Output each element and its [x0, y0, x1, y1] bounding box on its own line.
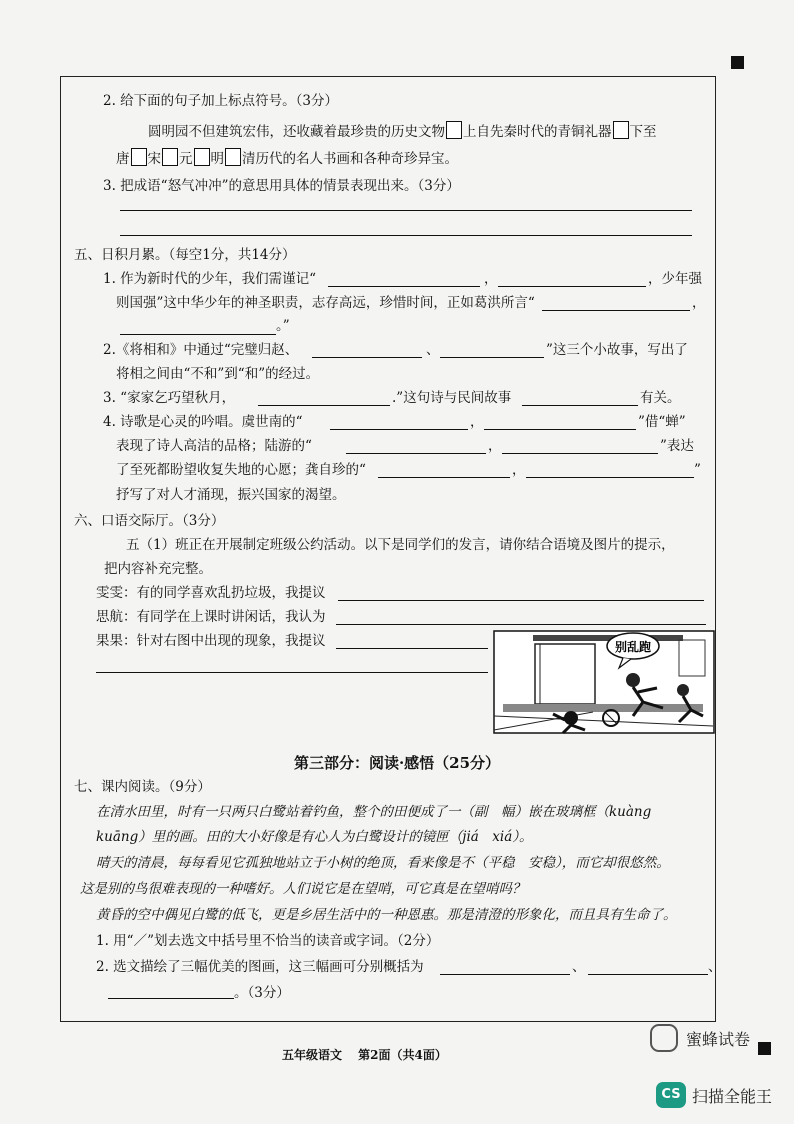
- answer-line[interactable]: [96, 672, 488, 673]
- punct-box[interactable]: [162, 148, 178, 166]
- answer-line[interactable]: [336, 624, 706, 625]
- mifeng-watermark: 蜜蜂试卷: [686, 1030, 751, 1049]
- answer-line[interactable]: [120, 235, 692, 236]
- q2-text-c: 下至: [629, 124, 657, 140]
- running-kids-illustration: [493, 630, 715, 734]
- s5-item4-f: ”表达: [660, 438, 694, 454]
- s7-p2b: 这是别的鸟很难表现的一种嗜好。人们说它是在望哨，可它真是在望哨吗？: [80, 881, 526, 897]
- blank[interactable]: [526, 477, 694, 478]
- camscanner-watermark: 扫描全能王: [692, 1087, 773, 1106]
- s6-speaker-c: 果果：针对右图中出现的现象，我提议: [96, 633, 326, 649]
- s5-item3-a: 3. “家家乞巧望秋月，: [103, 390, 236, 406]
- s6-speaker-b: 思航：有同学在上课时讲闲话，我认为: [96, 609, 326, 625]
- blank[interactable]: [328, 286, 480, 287]
- blank[interactable]: [484, 429, 636, 430]
- s7-p2: 晴天的清晨，每每看见它孤独地站立于小树的绝顶，看来像是不（平稳 安稳），而它却很悠然。: [96, 855, 670, 871]
- s5-item3-b: .”这句诗与民间故事: [392, 390, 512, 406]
- blank[interactable]: [346, 453, 486, 454]
- blank[interactable]: [440, 974, 570, 975]
- s6-speaker-a: 雯雯：有的同学喜欢乱扔垃圾，我提议: [96, 585, 326, 601]
- dynasty-song: 宋: [147, 151, 161, 167]
- s6-title: 六、口语交际厅。（3分）: [74, 513, 225, 529]
- q2-sentence-line2: [116, 148, 458, 168]
- s5-item4-h: ，: [512, 462, 526, 478]
- s5-item2-d: 将相之间由“不和”到“和”的经过。: [116, 366, 320, 382]
- s7-q1: 1. 用“／”划去选文中括号里不恰当的读音或字词。（2分）: [96, 933, 440, 949]
- dynasty-ming: 明: [210, 151, 224, 167]
- blank[interactable]: [440, 357, 544, 358]
- s7-q2-c: 、: [708, 959, 722, 975]
- bee-logo-icon: [650, 1024, 678, 1052]
- s6-intro2: 把内容补充完整。: [104, 561, 212, 577]
- punct-box[interactable]: [131, 148, 147, 166]
- s5-item4-c: ”借“蝉”: [638, 414, 686, 430]
- s5-item2-b: 、: [426, 342, 440, 358]
- s5-item4-a: 4. 诗歌是心灵的吟唱。虞世南的“: [103, 414, 303, 430]
- s5-item1-f: 。”: [276, 318, 290, 334]
- blank[interactable]: [330, 429, 468, 430]
- s7-title: 七、课内阅读。（9分）: [74, 779, 211, 795]
- punct-box[interactable]: [194, 148, 210, 166]
- s5-item2-a: 2.《将相和》中通过“完璧归赵、: [103, 342, 299, 358]
- blank[interactable]: [378, 477, 510, 478]
- page-footer: 五年级语文 第2面（共4面）: [282, 1048, 447, 1062]
- s5-item3-c: 有关。: [640, 390, 681, 406]
- s7-q2-d: 。（3分）: [234, 985, 290, 1001]
- blank[interactable]: [542, 310, 690, 311]
- s5-item1-a: 1. 作为新时代的少年，我们需谨记“: [103, 271, 317, 287]
- s5-item4-j: 抒写了对人才涌现，振兴国家的渴望。: [116, 487, 346, 503]
- blank[interactable]: [522, 405, 638, 406]
- corner-mark: [758, 1042, 771, 1055]
- blank[interactable]: [502, 453, 658, 454]
- s5-item2-c: ”这三个小故事，写出了: [546, 342, 688, 358]
- answer-line[interactable]: [336, 648, 488, 649]
- blank[interactable]: [108, 998, 234, 999]
- q2-sentence-line1: [148, 121, 657, 141]
- s5-item4-i: ”: [694, 462, 701, 478]
- s5-item1-b: ，: [484, 271, 498, 287]
- blank[interactable]: [498, 286, 646, 287]
- s5-item1-c: ，少年强: [648, 271, 702, 287]
- s5-item4-d: 表现了诗人高洁的品格；陆游的“: [116, 438, 312, 454]
- s7-p1b: kuāng）里的画。田的大小好像是有心人为白鹭设计的镜匣（jiá xiá）。: [96, 829, 533, 845]
- q2-text-a: 圆明园不但建筑宏伟，还收藏着最珍贵的历史文物: [148, 124, 445, 140]
- blank[interactable]: [312, 357, 422, 358]
- q3-title: 3. 把成语“怒气冲冲”的意思用具体的情景表现出来。（3分）: [103, 178, 460, 194]
- s7-q2-a: 2. 选文描绘了三幅优美的图画，这三幅画可分别概括为: [96, 959, 424, 975]
- punct-box[interactable]: [225, 148, 241, 166]
- s7-p1: 在清水田里，时有一只两只白鹭站着钓鱼，整个的田便成了一（副 幅）嵌在玻璃框（kuàng: [96, 804, 652, 820]
- corner-mark: [731, 56, 744, 69]
- s6-intro1: 五（1）班正在开展制定班级公约活动。以下是同学们的发言，请你结合语境及图片的提示，: [126, 537, 675, 553]
- punct-box[interactable]: [446, 121, 462, 139]
- s5-title: 五、日积月累。（每空1分，共14分）: [74, 247, 296, 263]
- blank[interactable]: [588, 974, 708, 975]
- s5-item1-e: ，: [692, 295, 706, 311]
- s5-item1-d: 则国强”这中华少年的神圣职责，志存高远，珍惜时间，正如葛洪所言“: [116, 295, 535, 311]
- blank[interactable]: [258, 405, 390, 406]
- dynasty-yuan: 元: [179, 151, 193, 167]
- part3-heading: 第三部分：阅读·感悟（25分）: [293, 754, 501, 772]
- dynasty-tang: 唐: [116, 151, 130, 167]
- s5-item4-e: ，: [488, 438, 502, 454]
- punct-box[interactable]: [613, 121, 629, 139]
- dynasty-qing-rest: 清历代的名人书画和各种奇珍异宝。: [242, 151, 458, 167]
- camscanner-logo-icon: CS: [656, 1082, 686, 1108]
- s7-p3: 黄昏的空中偶见白鹭的低飞，更是乡居生活中的一种恩惠。那是清澄的形象化，而且具有生命了。: [96, 907, 677, 923]
- q2-text-b: 上自先秦时代的青铜礼器: [463, 124, 612, 140]
- answer-line[interactable]: [338, 600, 704, 601]
- s5-item4-b: ，: [470, 414, 484, 430]
- speech-bubble-text: 别乱跑: [614, 640, 652, 654]
- answer-line[interactable]: [120, 210, 692, 211]
- s7-q2-b: 、: [572, 959, 586, 975]
- q2-title: 2. 给下面的句子加上标点符号。（3分）: [103, 93, 339, 109]
- s5-item4-g: 了至死都盼望收复失地的心愿；龚自珍的“: [116, 462, 366, 478]
- blank[interactable]: [120, 334, 276, 335]
